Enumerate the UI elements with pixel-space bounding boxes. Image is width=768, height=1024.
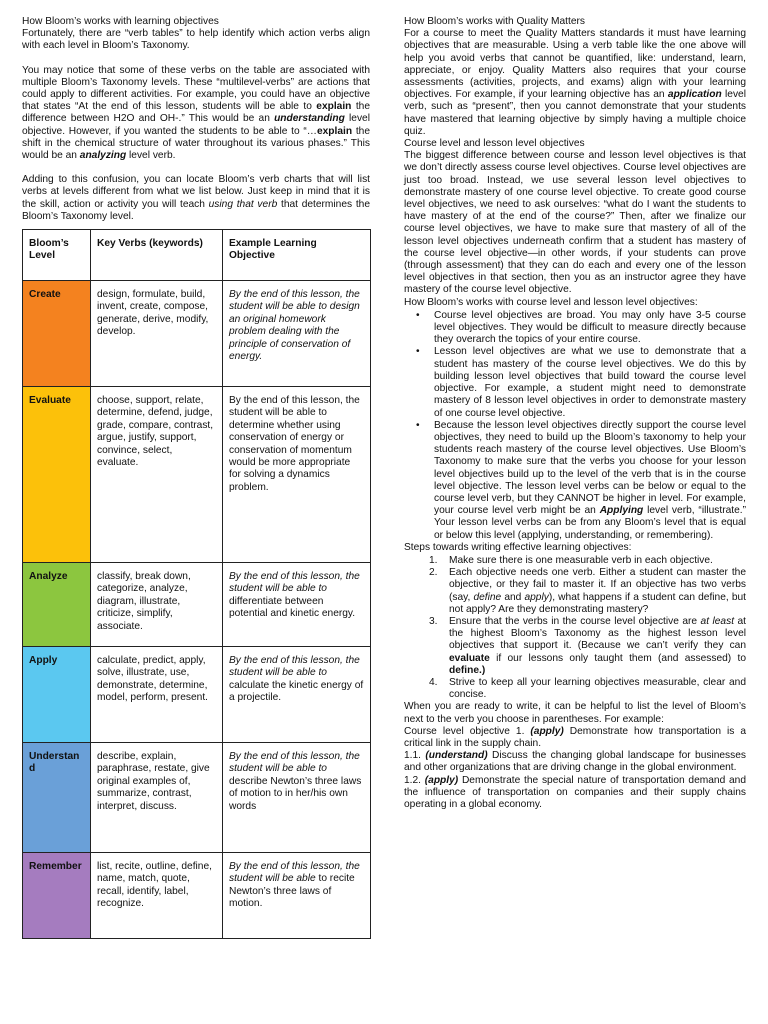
- example-analyze: By the end of this lesson, the student will be able to differentiate between potential and kinetic energy.: [223, 563, 371, 647]
- table-row-create: [23, 281, 371, 387]
- table-row-evaluate: [23, 387, 371, 563]
- table-row-remember: [23, 853, 371, 939]
- level-remember: Remember: [23, 853, 91, 939]
- paragraph-multilevel-verbs: You may notice that some of these verbs on the table are associated with multiple Bloom’s Taxonomy levels. These “multilevel-verbs” are actions that could apply to different activities. For example, you could have an objective that states “At the end of this lesson, students will be able to explain the difference between H2O and OH-.” This would be an understanding level objective. However, if you wanted the students to be able to “…explain the shift in the chemical structure of water throughout its various phases.” This would be an analyzing level verb.: [22, 64, 370, 162]
- list-item: • Course level objectives are broad. You may only have 3-5 course level objectives. They would be difficult to measure directly because they overarch the topics of your entire course.: [416, 309, 746, 346]
- blooms-verb-table: [22, 229, 371, 939]
- verbs-remember: list, recite, outline, define, name, match, quote, recall, identify, label, recognize.: [91, 853, 223, 939]
- verbs-evaluate: choose, support, relate, determine, defend, judge, grade, compare, contrast, argue, justify, support, convince, select, evaluate.: [91, 387, 223, 563]
- header-level: Bloom’s Level: [23, 230, 91, 281]
- example-evaluate: By the end of this lesson, the student will be able to determine whether using conservation of energy or conservation of momentum would be more appropriate for solving a dynamics problem.: [223, 387, 371, 563]
- example-understand: By the end of this lesson, the student will be able to describe Newton’s three laws of motion to in her/his own words: [223, 743, 371, 853]
- level-create: Create: [23, 281, 91, 387]
- subheading-steps: Steps towards writing effective learning objectives:: [404, 541, 632, 553]
- example-apply: By the end of this lesson, the student will be able to calculate the kinetic energy of a projectile.: [223, 647, 371, 743]
- paragraph-confusion: Adding to this confusion, you can locate Bloom’s verb charts that will list verbs at levels different from what we list below. Just keep in mind that it is the skill, action or activity you will teach using that verb that determines the Bloom’s Taxonomy level.: [22, 174, 370, 222]
- list-item: 4. Strive to keep all your learning objectives measurable, clear and concise.: [429, 676, 746, 701]
- level-evaluate: Evaluate: [23, 387, 91, 563]
- bullet-icon: •: [416, 346, 420, 358]
- list-item: 3. Ensure that the verbs in the course level objective are at least at the highest Bloom’s Taxonomy as the highest lesson level objectives that support it. (Because we can’t verify they can evaluate if our lessons only taught them (and assessed) to define.): [429, 615, 746, 676]
- table-row-apply: [23, 647, 371, 743]
- list-item: • Lesson level objectives are what we use to demonstrate that a student has mastery of the course level objectives. We do this by building lesson level objectives that build toward the course level objective. For example, a student might need to demonstrate mastery of 8 lesson level objectives in order to demonstrate mastery of one course level objective.: [416, 346, 746, 419]
- paragraph-quality-matters: For a course to meet the Quality Matters standards it must have learning objectives that are measurable. Using a verb table like the one above will help you avoid verbs that cannot be quantified, like: understand, learn, appreciate, or enjoy. Quality Matters also requires that your course assessments (activities, projects, and exams) align with your learning objectives. For example, if your learning objective has an application level verb, such as “present”, then you cannot demonstrate that your students have mastered that learning objective by simply having a multiple choice quiz.: [404, 28, 746, 137]
- example-lesson-objective-1-1: 1.1. (understand) Discuss the changing global landscape for businesses and other organizations that are driving change in the global environment.: [404, 750, 747, 774]
- paragraph-writing-tip: When you are ready to write, it can be helpful to list the level of Bloom’s next to the verb you choose in parentheses. For example:: [404, 701, 746, 725]
- right-column: [404, 16, 746, 811]
- header-example: Example Learning Objective: [223, 230, 371, 281]
- verbs-apply: calculate, predict, apply, solve, illustrate, use, demonstrate, determine, model, perform, present.: [91, 647, 223, 743]
- paragraph-course-lesson: The biggest difference between course and lesson level objectives is that we don’t directly assess course level objectives. Course level objectives are just too broad. Instead, we use several lesson level objectives to demonstrate mastery of one course level objective. To create good course level objectives, we need to ask ourselves: “what do I want the students to have mastery of at the end of the course?” Then, after we finalize our course level objectives, we have to make sure that mastery of all of the lesson level objectives underneath confirm that a student has mastery of the course level objective—in other words, if your students can prove (through assessment) that they can do each and every one of the lesson level objectives in that section, then you as an instructor agree they have mastery of the course level objective.: [404, 150, 746, 296]
- verbs-analyze: classify, break down, categorize, analyze, diagram, illustrate, criticize, simplify, associate.: [91, 563, 223, 647]
- example-create: By the end of this lesson, the student will be able to design an original homework problem dealing with the principle of conservation of energy.: [223, 281, 371, 387]
- header-verbs: Key Verbs (keywords): [91, 230, 223, 281]
- level-apply: Apply: [23, 647, 91, 743]
- level-understand: Understan d: [23, 743, 91, 853]
- list-item: 1. Make sure there is one measurable verb in each objective.: [429, 554, 713, 566]
- table-row-analyze: [23, 563, 371, 647]
- example-course-objective: Course level objective 1. (apply) Demonstrate how transportation is a critical link in the supply chain.: [404, 725, 746, 749]
- table-row-understand: [23, 743, 371, 853]
- example-remember: By the end of this lesson, the student will be able to recite Newton’s three laws of motion.: [223, 853, 371, 939]
- subheading-course-lesson-blooms: How Bloom’s works with course level and lesson level objectives:: [404, 296, 698, 308]
- course-lesson-bullet-list: [404, 310, 746, 542]
- section-heading-objectives: How Bloom’s works with learning objectives: [22, 16, 219, 27]
- list-item: • Because the lesson level objectives directly support the course level objectives, they need to build up the Bloom’s taxonomy to help your students reach mastery of the course level objectives. Use Bloom’s Taxonomy to make sure that the verbs you choose for your lesson level objectives build up to the level of the verb that is in the course level objective. The lesson level verbs can be below or equal to the course level verb, but they CANNOT be higher in level. For example, your course level verb might be an Applying level verb, “illustrate.” Your lesson level verbs can be from any Bloom’s level that is equal or below this level (applying, understanding, or remembering).: [416, 419, 746, 541]
- level-analyze: Analyze: [23, 563, 91, 647]
- verbs-create: design, formulate, build, invent, create, compose, generate, derive, modify, develop.: [91, 281, 223, 387]
- verbs-understand: describe, explain, paraphrase, restate, give original examples of, summarize, contrast, interpret, discuss.: [91, 743, 223, 853]
- left-column: [22, 16, 370, 939]
- bullet-icon: •: [416, 309, 420, 321]
- section-heading-course-lesson: Course level and lesson level objectives: [404, 138, 585, 150]
- table-header-row: [23, 230, 371, 281]
- steps-numbered-list: [404, 555, 746, 701]
- example-lesson-objective-1-2: 1.2. (apply) Demonstrate the special nature of transportation demand and the influence of transportation on companies and their supply chains operating in a global economy.: [404, 774, 746, 810]
- section-heading-quality-matters: How Bloom’s works with Quality Matters: [404, 16, 585, 27]
- paragraph-verb-tables: Fortunately, there are “verb tables” to help identify which action verbs align with each level in Bloom’s Taxonomy.: [22, 28, 370, 52]
- bullet-icon: •: [416, 419, 420, 431]
- list-item: 2. Each objective needs one verb. Either a student can master the objective, or they fail to master it. If an objective has two verbs (say, define and apply), what happens if a student can define, but not apply? Are they demonstrating mastery?: [429, 567, 746, 615]
